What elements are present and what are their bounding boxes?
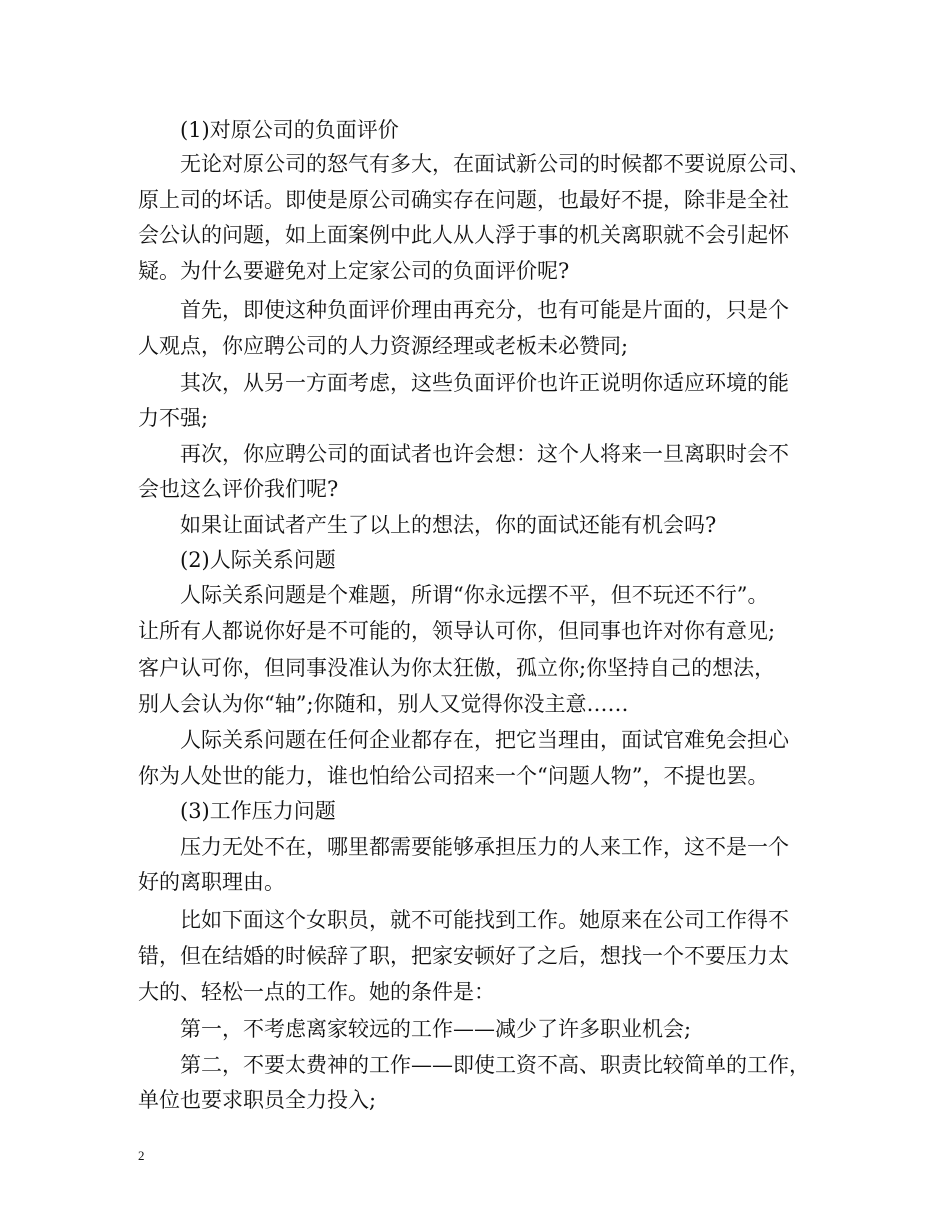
text-line: 再次，你应聘公司的面试者也许会想：这个人将来一旦离职时会不 [180,442,789,466]
text-line: 人际关系问题在任何企业都存在，把它当理由，面试官难免会担心 [180,728,789,752]
text-line: 首先，即使这种负面评价理由再充分，也有可能是片面的，只是个 [180,298,789,322]
text-line: 原上司的坏话。即使是原公司确实存在问题，也最好不提，除非是全社 [138,188,789,212]
text-line: 第一，不考虑离家较远的工作——减少了许多职业机会; [180,1017,692,1041]
text-line: 让所有人都说你好是不可能的，领导认可你，但同事也许对你有意见; [138,619,776,643]
text-line: 你为人处世的能力，谁也怕给公司招来一个“问题人物”，不提也罢。 [138,764,769,788]
text-line: 比如下面这个女职员，就不可能找到工作。她原来在公司工作得不 [180,908,789,932]
text-line: 人观点，你应聘公司的人力资源经理或老板未必赞同; [138,334,629,358]
text-line: 好的离职理由。 [138,870,285,894]
text-line: 别人会认为你“轴”;你随和，别人又觉得你没主意…… [138,692,629,716]
text-line: 第二，不要太费神的工作——即使工资不高、职责比较简单的工作， [180,1053,810,1077]
heading-line: (3)工作压力问题 [180,799,336,823]
text-line: 无论对原公司的怒气有多大，在面试新公司的时候都不要说原公司、 [180,152,810,176]
text-line: 会公认的问题，如上面案例中此人从人浮于事的机关离职就不会引起怀 [138,223,789,247]
text-line: 疑。为什么要避免对上定家公司的负面评价呢? [138,259,570,283]
heading-line: (2)人际关系问题 [180,548,336,572]
heading-line: (1)对原公司的负面评价 [180,118,399,142]
text-line: 压力无处不在，哪里都需要能够承担压力的人来工作，这不是一个 [180,835,789,859]
text-line: 错，但在结婚的时候辞了职，把家安顿好了之后，想找一个不要压力太 [138,944,789,968]
page-number: 2 [138,1148,145,1163]
text-line: 人际关系问题是个难题，所谓“你永远摆不平，但不玩还不行”。 [180,583,769,607]
text-line: 单位也要求职员全力投入; [138,1088,377,1112]
text-line: 力不强; [138,406,209,430]
text-line: 如果让面试者产生了以上的想法，你的面试还能有机会吗? [180,513,717,537]
text-line: 会也这么评价我们呢? [138,477,339,501]
text-line: 大的、轻松一点的工作。她的条件是： [138,980,495,1004]
text-line: 其次，从另一方面考虑，这些负面评价也许正说明你适应环境的能 [180,371,789,395]
text-line: 客户认可你，但同事没准认为你太狂傲，孤立你;你坚持自己的想法， [138,656,776,680]
